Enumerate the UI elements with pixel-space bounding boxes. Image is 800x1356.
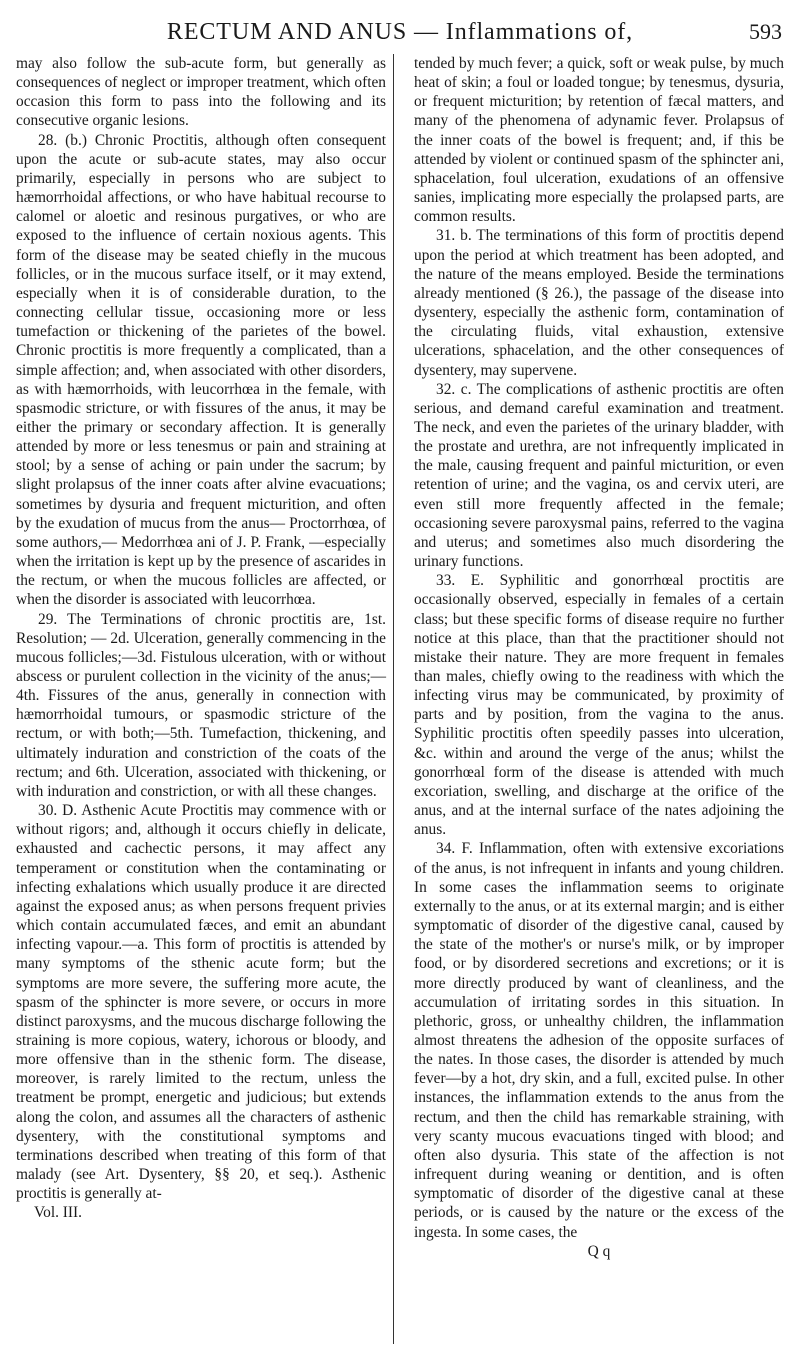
paragraph-32: 32. c. The complications of asthenic proctitis are often serious, and demand careful examination and treatment. The neck, and even the parietes of the urinary bladder, with the prostate and urethra, are not infrequently implicated in the male, causing frequent and painful micturition, or even retention of urine; and the vagina, os and cervix uteri, are even still more frequently affected in the female; occasioning severe paroxysmal pains, referred to the vagina and uterus; and sometimes also much disordering the urinary functions. bbox=[414, 380, 784, 571]
page-number: 593 bbox=[749, 19, 782, 44]
paragraph-continuation: may also follow the sub-acute form, but generally as consequences of neglect or improper treatment, which often occasion this form to pass into the following and its consecutive organic lesions. bbox=[16, 55, 386, 130]
paragraph-continuation-right: tended by much fever; a quick, soft or weak pulse, by much heat of skin; a foul or loaded tongue; by tenesmus, dysuria, or frequent micturition; by retention of fæcal matters, and many of the phenomena of adynamic fever. Prolapsus of the inner coats of the bowel is frequent; and, if this be attended by violent or continued spasm of the sphincter ani, sphacelation, foul ulceration, exudations of an offensive sanies, implicating more especially the prolapsed parts, are common results. bbox=[414, 55, 784, 226]
paragraph-29: 29. The Terminations of chronic proctitis are, 1st. Resolution; — 2d. Ulceration, generally commencing in the mucous follicles;—3d. Fistulous ulceration, with or without abscess or purulent collection in the vicinity of the anus;—4th. Fissures of the anus, generally in connection with hæmorrhoidal tumours, or spasmodic stricture of the rectum, or with both;—5th. Tumefaction, thickening, and ultimately induration and constriction of the coats of the rectum; and 6th. Ulceration, associated with thickening, or with induration and constriction, or with all these changes. bbox=[16, 610, 386, 800]
paragraph-34: 34. F. Inflammation, often with extensive excoriations of the anus, is not infrequent in infants and young children. In some cases the inflammation seems to originate externally to the anus, or at its external margin; and is either symptomatic of disorder of the digestive canal, caused by the state of the mother's or nurse's milk, or by improper food, or by disordered secretions and excretions; or it is more directly produced by want of cleanliness, and the accumulation of irritating sordes in this situation. In plethoric, gross, or unhealthy children, the inflammation almost threatens the adhesion of the opposite surfaces of the nates. In those cases, the disorder is attended by much fever—by a hot, dry skin, and a full, excited pulse. In other instances, the inflammation extends to the anus from the rectum, and then the child has remarkable straining, with very scanty mucous evacuations tinged with blood; and often also dysuria. This state of the affection is not infrequent during weaning or dentition, and is often symptomatic of disorder of the digestive canal at these periods, or is caused by the nature or the excess of the ingesta. In some cases, the bbox=[414, 840, 784, 1241]
paragraph-31: 31. b. The terminations of this form of proctitis depend upon the period at which treatment has been adopted, and the nature of the means employed. Beside the terminations already mentioned (§ 26.), the passage of the disease into dysentery, especially the asthenic form, contamination of the circulating fluids, vital exhaustion, extensive ulcerations, sphacelation, and the other consequences of dysentery, may supervene. bbox=[414, 227, 784, 379]
paragraph-28: 28. (b.) Chronic Proctitis, although often consequent upon the acute or sub-acute states, may also occur primarily, especially in persons who are subject to hæmorrhoidal affections, or who have habitual recourse to calomel or aloetic and resinous purgatives, or who are exposed to the influence of certain noxious agents. This form of the disease may be seated chiefly in the mucous follicles, or in the mucous surface itself, or it may extend, especially when it is of considerable duration, to the connecting cellular tissue, occasioning more or less tumefaction or thickening of the parietes of the bowel. Chronic proctitis is more frequently a complicated, than a simple affection; and, when associated with other disorders, as with hæmorrhoids, with leucorrhœa in the female, with spasmodic stricture, or with fissures of the anus, it may be either the primary or secondary affection. It is generally attended by more or less tenesmus or pain and straining at stool; by a sense of aching or pain under the sacrum; by slight prolapsus of the inner coats after alvine evacuations; sometimes by dysuria and frequent micturition, and often by the exudation of mucus from the anus— Proctorrhœa, of some authors,— Medorrhœa ani of J. P. Frank, —especially when the irritation is kept up by the presence of ascarides in the rectum, or when the mucous follicles are affected, or when the disorder is associated with leucorrhœa. bbox=[16, 131, 386, 609]
paragraph-30: 30. D. Asthenic Acute Proctitis may commence with or without rigors; and, although it occurs chiefly in delicate, exhausted and cachectic persons, it may affect any temperament or constitution when the contaminating or infecting exhalations which usually produce it are directed against the exposed anus; as when persons frequent privies which contain accumulated fæces, and emit an abundant infecting vapour.—a. This form of proctitis is attended by many symptoms of the sthenic acute form; but the symptoms are more severe, the suffering more acute, the spasm of the sphincter is more severe, or occurs in more distinct paroxysms, and the mucous discharge following the straining is more copious, watery, ichorous or bloody, and more offensive than in the sthenic form. The disease, moreover, is rarely limited to the rectum, unless the treatment be prompt, energetic and judicious; but extends along the colon, and assumes all the characters of asthenic dysentery, with the constitutional symptoms and terminations described when treating of this form of that malady (see Art. Dysentery, §§ 20, et seq.). Asthenic proctitis is generally at- bbox=[16, 802, 386, 1203]
gathering-signature: Q q bbox=[587, 1242, 611, 1260]
page-header bbox=[16, 10, 784, 54]
right-column bbox=[410, 54, 784, 1344]
text-columns bbox=[16, 54, 784, 1344]
running-head: RECTUM AND ANUS — Inflammations of, bbox=[166, 19, 634, 45]
volume-signature: Vol. III. bbox=[34, 1204, 83, 1222]
left-column bbox=[16, 54, 394, 1344]
paragraph-33: 33. E. Syphilitic and gonorrhœal proctitis are occasionally observed, especially in females of a certain class; but these specific forms of disease require no further notice at this place, than that the practitioner should not mistake their nature. They are more frequent in females than males, chiefly owing to the readiness with which the infecting virus may be communicated, by proximity of parts and by position, from the vagina to the anus. Syphilitic proctitis often speedily passes into ulceration, &c. within and around the verge of the anus; whilst the gonorrhœal form of the disease is attended with much excoriation, swelling, and discharge at the orifice of the anus, and at the internal surface of the nates adjoining the anus. bbox=[414, 572, 784, 839]
